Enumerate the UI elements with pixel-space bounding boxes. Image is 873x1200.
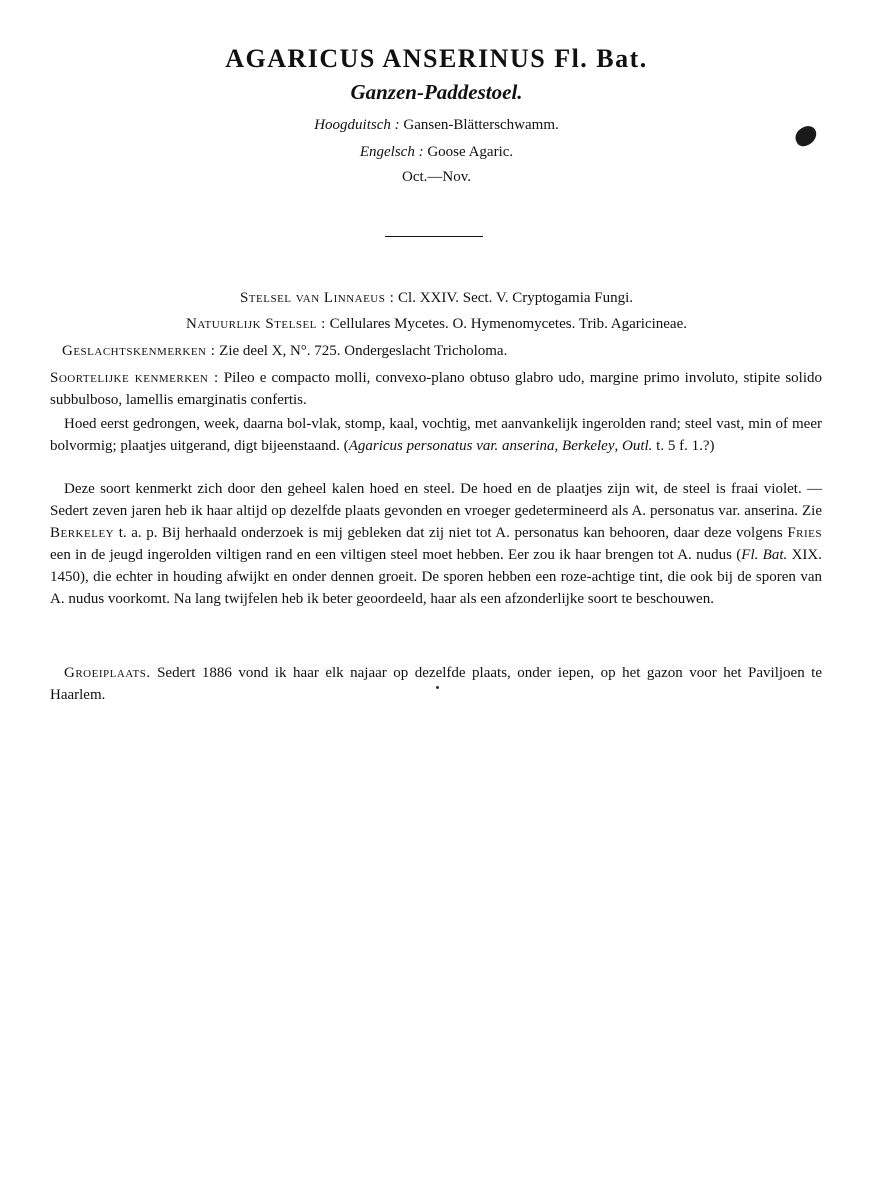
genus-value: Zie deel X, N°. 725. Ondergeslacht Tricholoma.	[219, 343, 508, 359]
genus-line	[62, 343, 507, 360]
berkeley-ref: Berkeley	[50, 525, 115, 541]
german-label: Hoogduitsch :	[314, 117, 400, 133]
english-label: Engelsch :	[359, 144, 424, 160]
linnaeus-value: Cl. XXIV. Sect. V. Cryptogamia Fungi.	[398, 290, 634, 306]
hoed-text: Hoed eerst gedrongen, week, daarna bol-vlak, stomp, kaal, vochtig, met aanvankelijk ingerolden rand; steel vast, min of meer bolvormig; plaatjes uitgerand, digt bijeenstaand. (	[50, 416, 822, 454]
habitat-paragraph	[50, 662, 822, 706]
hoed-reference-end: t. 5 f. 1.?)	[652, 438, 715, 454]
season: Oct.—Nov.	[401, 169, 472, 185]
flbat-ref: Fl. Bat.	[741, 547, 788, 563]
fries-ref: Fries	[787, 525, 822, 541]
hoed-author: Berkeley	[562, 438, 615, 454]
species-latin: Pileo e compacto molli, convexo-plano obtuso glabro udo, margine primo involuto, stipite solido subbulboso, lamellis emarginatis confertis.	[50, 370, 822, 408]
linnaeus-label: Stelsel van Linnaeus :	[239, 290, 395, 306]
german-name-line	[0, 117, 873, 134]
page-title: AGARICUS ANSERINUS Fl. Bat.	[225, 44, 648, 73]
dutch-description: Hoed eerst gedrongen, week, daarna bol-vlak, stomp, kaal, vochtig, met aanvankelijk ingerolden rand; steel vast, min of meer bolvormig; plaatjes uitgerand, digt bijeenstaand. (Agaricus personatus var. anserina, Berkeley, Outl. t. 5 f. 1.?)	[50, 416, 822, 454]
english-name: Goose Agaric.	[427, 144, 514, 160]
habitat-text: Sedert 1886 vond ik haar elk najaar op dezelfde plaats, onder iepen, op het gazon voor het Paviljoen te Haarlem.	[50, 665, 823, 703]
english-name-line	[0, 144, 873, 161]
genus-label: Geslachtskenmerken :	[62, 343, 216, 359]
natural-system-line	[0, 316, 873, 333]
species-characteristics	[50, 367, 822, 411]
german-name: Gansen-Blätterschwamm.	[403, 117, 559, 133]
discussion-paragraph: Deze soort kenmerkt zich door den geheel kalen hoed en steel. De hoed en de plaatjes zijn wit, de steel is fraai violet. — Sedert zeven jaren heb ik haar altijd op dezelfde plaats gevonden en vroeger gedetermineerd als A. personatus var. anserina. Zie Berkeley t. a. p. Bij herhaald onderzoek is mij gebleken dat zij niet tot A. personatus kan behooren, daar deze volgens Fries een in de jeugd ingerolden viltigen rand en een viltigen steel moet hebben. Eer zou ik haar brengen tot A. nudus (Fl. Bat. XIX. 1450), die echter in houding afwijkt en onder dennen groeit. De sporen hebben een roze-achtige tint, die ook bij de sporen van A. nudus voorkomt. Na lang twijfelen heb ik beter geoordeeld, haar als een afzonderlijke soort te beschouwen.	[50, 481, 822, 607]
hoed-outline: Outl.	[622, 438, 653, 454]
stray-dot	[436, 686, 439, 689]
habitat-label: Groeiplaats.	[64, 665, 151, 681]
natural-label: Natuurlijk Stelsel :	[185, 316, 326, 332]
dutch-common-name: Ganzen-Paddestoel.	[350, 80, 523, 104]
horizontal-divider	[385, 236, 483, 237]
linnaeus-system-line	[0, 290, 873, 307]
hoed-reference: Agaricus personatus var. anserina	[348, 438, 555, 454]
natural-value: Cellulares Mycetes. O. Hymenomycetes. Trib. Agaricineae.	[329, 316, 687, 332]
species-label: Soortelijke kenmerken :	[50, 370, 219, 386]
